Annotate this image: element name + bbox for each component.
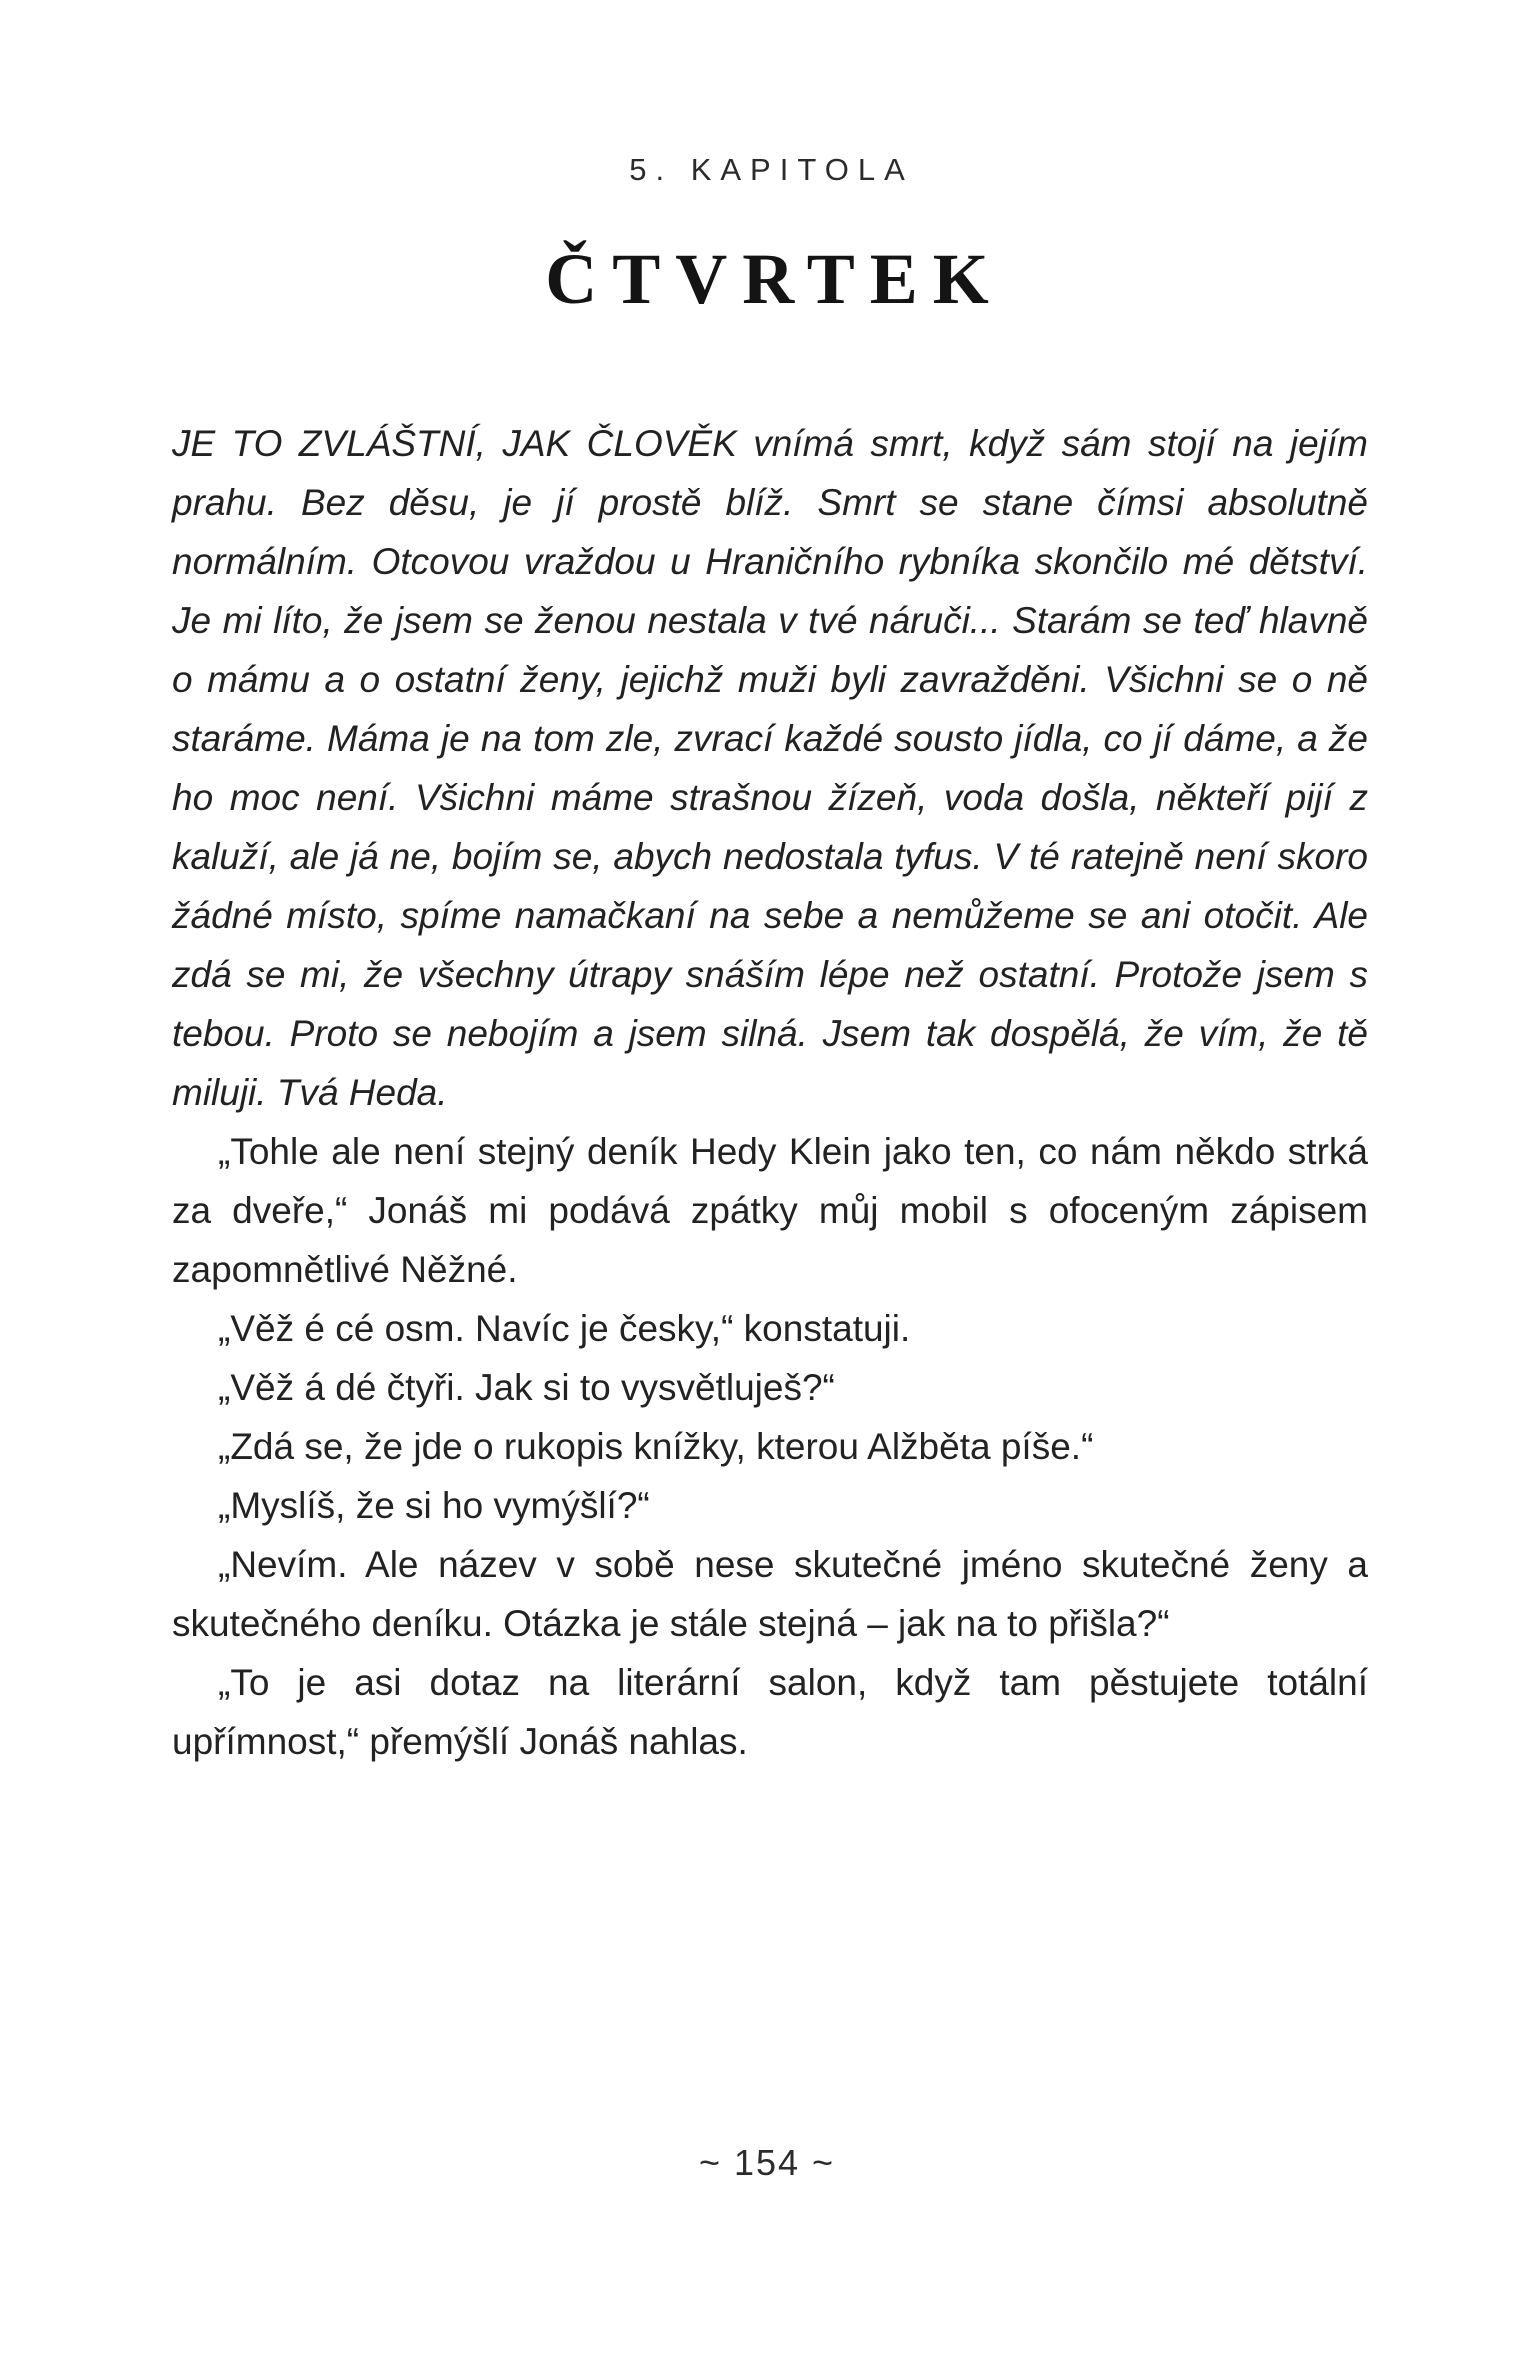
page-number: ~ 154 ~: [698, 2142, 836, 2183]
dialog-paragraph: „To je asi dotaz na literární salon, když tam pěstujete totální upřímnost,“ přemýšlí Jonáš nahlas.: [172, 1662, 1368, 1762]
dialog-paragraph: „Věž é cé osm. Navíc je česky,“ konstatuji.: [218, 1308, 911, 1349]
chapter-title: ČTVRTEK: [545, 239, 1004, 319]
dialog-paragraph: „Zdá se, že jde o rukopis knížky, kterou Alžběta píše.“: [218, 1426, 1094, 1467]
dialog-paragraph: „Myslíš, že si ho vymýšlí?“: [218, 1485, 650, 1526]
page-body: [172, 414, 1368, 1771]
dialog-paragraph: „Nevím. Ale název v sobě nese skutečné jméno skutečné ženy a skutečného deníku. Otázka je stále stejná – jak na to přišla?“: [172, 1544, 1368, 1644]
chapter-label: 5. KAPITOLA: [629, 152, 914, 187]
dialog-paragraph: „Věž á dé čtyři. Jak si to vysvětluješ?“: [218, 1367, 835, 1408]
letter-paragraph: JE TO ZVLÁŠTNÍ, JAK ČLOVĚK vnímá smrt, když sám stojí na jejím prahu. Bez děsu, je jí prostě blíž. Smrt se stane čímsi absolutně normálním. Otcovou vraždou u Hraničního rybníka skončilo mé dětství. Je mi líto, že jsem se ženou nestala v tvé náruči... Starám se teď hlavně o mámu a o ostatní ženy, jejichž muži byli zavražděni. Všichni se o ně staráme. Máma je na tom zle, zvrací každé sousto jídla, co jí dáme, a že ho moc není. Všichni máme strašnou žízeň, voda došla, někteří pijí z kaluží, ale já ne, bojím se, abych nedostala tyfus. V té ratejně není skoro žádné místo, spíme namačkaní na sebe a nemůžeme se ani otočit. Ale zdá se mi, že všechny útrapy snáším lépe než ostatní. Protože jsem s tebou. Proto se nebojím a jsem silná. Jsem tak dospělá, že vím, že tě miluji. Tvá Heda.: [172, 423, 1368, 1113]
dialog-paragraph: „Tohle ale není stejný deník Hedy Klein jako ten, co nám někdo strká za dveře,“ Jonáš mi podává zpátky můj mobil s ofoceným zápisem zapomnětlivé Něžné.: [172, 1131, 1368, 1290]
